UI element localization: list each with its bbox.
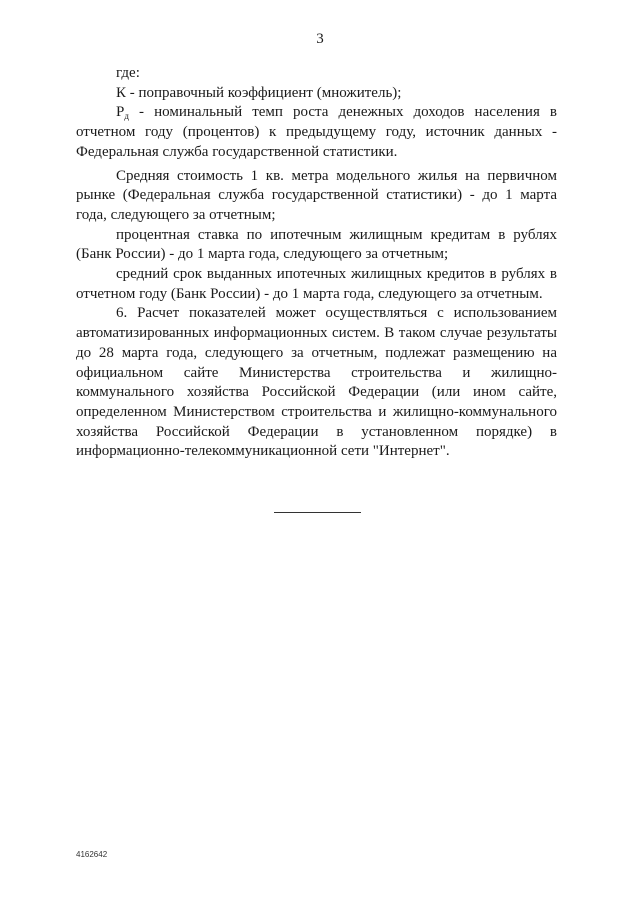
paragraph-p-definition — [76, 103, 557, 162]
paragraph-cost: Средняя стоимость 1 кв. метра модельного жилья на первичном рынке (Федеральная служба государственной статистики) - до 1 марта года, следующего за отчетным; — [76, 167, 557, 223]
document-code: 4162642 — [76, 850, 108, 859]
page-number: 3 — [316, 31, 324, 47]
paragraph-k-definition: К - поправочный коэффициент (множитель); — [116, 84, 402, 101]
paragraph-clause-6: 6. Расчет показателей может осуществляться с использованием автоматизированных информационных систем. В таком случае результаты до 28 марта года, следующего за отчетным, подлежат размещению на официальном сайте Министерства строительства и жилищно-коммунального хозяйства Российской Федерации (или ином сайте, определенном Министерством строительства и жилищно-коммунального хозяйства Российской Федерации в установленном порядке) в информационно-телекоммуникационной сети "Интернет". — [76, 305, 557, 460]
p-definition-text: - номинальный темп роста денежных доходов населения в отчетном году (процентов) к предыдущему году, источник данных - Федеральная служба государственной статистики. — [76, 104, 557, 160]
paragraph-intro: где: — [116, 65, 140, 81]
paragraph-term: средний срок выданных ипотечных жилищных кредитов в рублях в отчетном году (Банк России) - до 1 марта года, следующего за отчетным. — [76, 266, 557, 302]
p-symbol: Р — [116, 104, 125, 121]
p-subscript: д — [124, 111, 129, 122]
document-body — [76, 64, 557, 462]
paragraph-rate: процентная ставка по ипотечным жилищным кредитам в рублях (Банк России) - до 1 марта года, следующего за отчетным; — [76, 226, 557, 263]
end-separator-line — [274, 512, 361, 513]
